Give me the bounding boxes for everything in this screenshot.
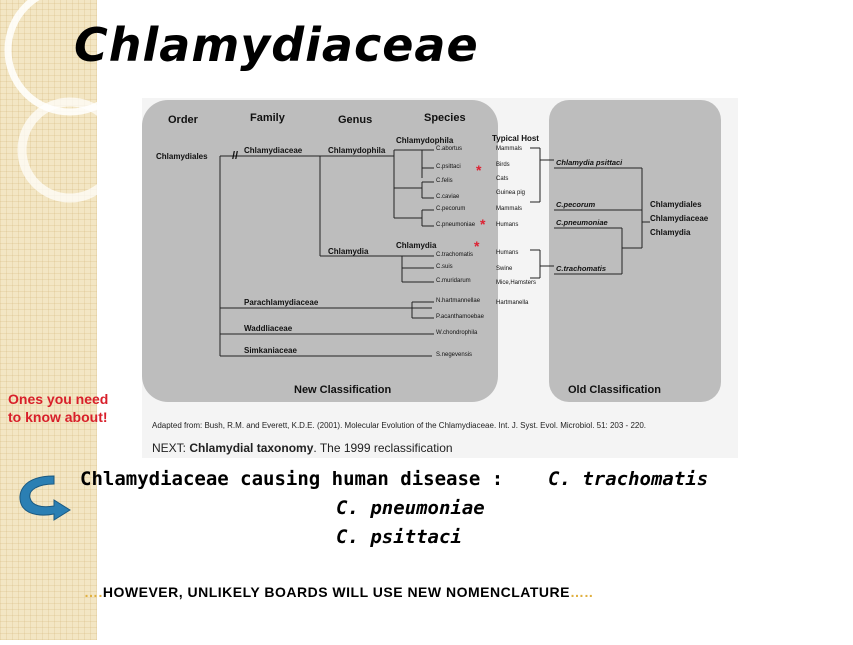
header-species: Species — [424, 112, 466, 124]
next-line — [152, 441, 453, 455]
species-9: N.hartmannellae — [436, 298, 481, 304]
star-trachomatis: * — [474, 238, 480, 254]
host-2: Cats — [496, 176, 509, 182]
species-trachomatis: C. trachomatis — [548, 468, 709, 490]
old-classification-label: Old Classification — [568, 384, 661, 396]
decorative-left-strip — [0, 0, 97, 640]
dots-prefix: …. — [84, 584, 103, 600]
next-prefix: NEXT: — [152, 441, 190, 455]
old-taxa-0: Chlamydiales — [650, 200, 702, 209]
host-7: Swine — [496, 266, 513, 272]
species-8: C.muridarum — [436, 278, 471, 284]
species-2: C.felis — [436, 178, 453, 184]
next-bold: Chlamydial taxonomy — [189, 441, 314, 455]
genus-label-0: Chlamydophila — [396, 136, 454, 145]
header-genus: Genus — [338, 114, 373, 126]
header-family: Family — [250, 112, 285, 124]
family-2: Waddliaceae — [244, 324, 293, 333]
new-classification-label: New Classification — [294, 384, 392, 396]
genus-label-1: Chlamydia — [396, 241, 437, 250]
ones-line-2: to know about! — [8, 409, 108, 425]
however-text: HOWEVER, UNLIKELY BOARDS WILL USE NEW NOMENCLATURE — [102, 584, 570, 600]
header-order: Order — [168, 114, 198, 126]
old-species-1: C.pecorum — [556, 200, 596, 209]
curved-arrow-icon — [14, 470, 74, 526]
host-6: Humans — [496, 250, 519, 256]
old-species-2: C.pneumoniae — [556, 218, 608, 227]
star-pneumoniae: * — [480, 216, 486, 232]
species-psittaci: C. psittaci — [336, 526, 462, 548]
star-psittaci: * — [476, 162, 482, 178]
species-4: C.pecorum — [436, 206, 466, 212]
species-11: W.chondrophila — [436, 330, 478, 336]
genus-1: Chlamydia — [328, 247, 369, 256]
ones-to-know-note — [8, 390, 108, 426]
species-0: C.abortus — [436, 146, 463, 152]
decorative-circles — [0, 0, 97, 640]
species-5: C.pneumoniae — [436, 222, 476, 228]
dots-suffix: ….. — [569, 584, 594, 600]
order-name: Chlamydiales — [156, 152, 208, 161]
family-0: Chlamydiaceae — [244, 146, 303, 155]
order-separator: // — [232, 150, 239, 162]
species-1: C.psittaci — [436, 164, 461, 170]
host-3: Guinea pig — [496, 190, 526, 196]
old-species-3: C.trachomatis — [556, 264, 607, 273]
species-12: S.negevensis — [436, 352, 473, 358]
species-10: P.acanthamoebae — [436, 314, 484, 320]
cause-label: Chlamydiaceae causing human disease : — [80, 468, 504, 490]
host-4: Mammals — [496, 206, 523, 212]
figure-caption: Adapted from: Bush, R.M. and Everett, K.D.E. (2001). Molecular Evolution of the Chlamydiaceae. Int. J. Syst. Evol. Microbiol. 51: 203 - 220. — [152, 421, 647, 430]
host-9: Hartmanella — [496, 300, 529, 306]
ones-line-1: Ones you need — [8, 391, 109, 407]
old-taxa-1: Chlamydiaceae — [650, 214, 709, 223]
host-0: Mammals — [496, 146, 523, 152]
slide-title: Chlamydiaceae — [74, 18, 479, 72]
next-rest: . The 1999 reclassification — [313, 441, 453, 455]
old-taxa-2: Chlamydia — [650, 228, 691, 237]
species-7: C.suis — [436, 264, 453, 270]
family-1: Parachlamydiaceae — [244, 298, 319, 307]
species-3: C.caviae — [436, 194, 460, 200]
family-3: Simkaniaceae — [244, 346, 297, 355]
host-1: Birds — [496, 162, 510, 168]
host-5: Humans — [496, 222, 519, 228]
old-species-0: Chlamydia psittaci — [556, 158, 623, 167]
typical-host-title: Typical Host — [492, 134, 539, 143]
species-6: C.trachomatis — [436, 252, 474, 258]
however-note — [84, 584, 593, 600]
genus-0: Chlamydophila — [328, 146, 386, 155]
taxonomy-figure — [142, 98, 738, 458]
host-8: Mice,Hamsters — [496, 280, 537, 286]
species-pneumoniae: C. pneumoniae — [336, 497, 485, 519]
